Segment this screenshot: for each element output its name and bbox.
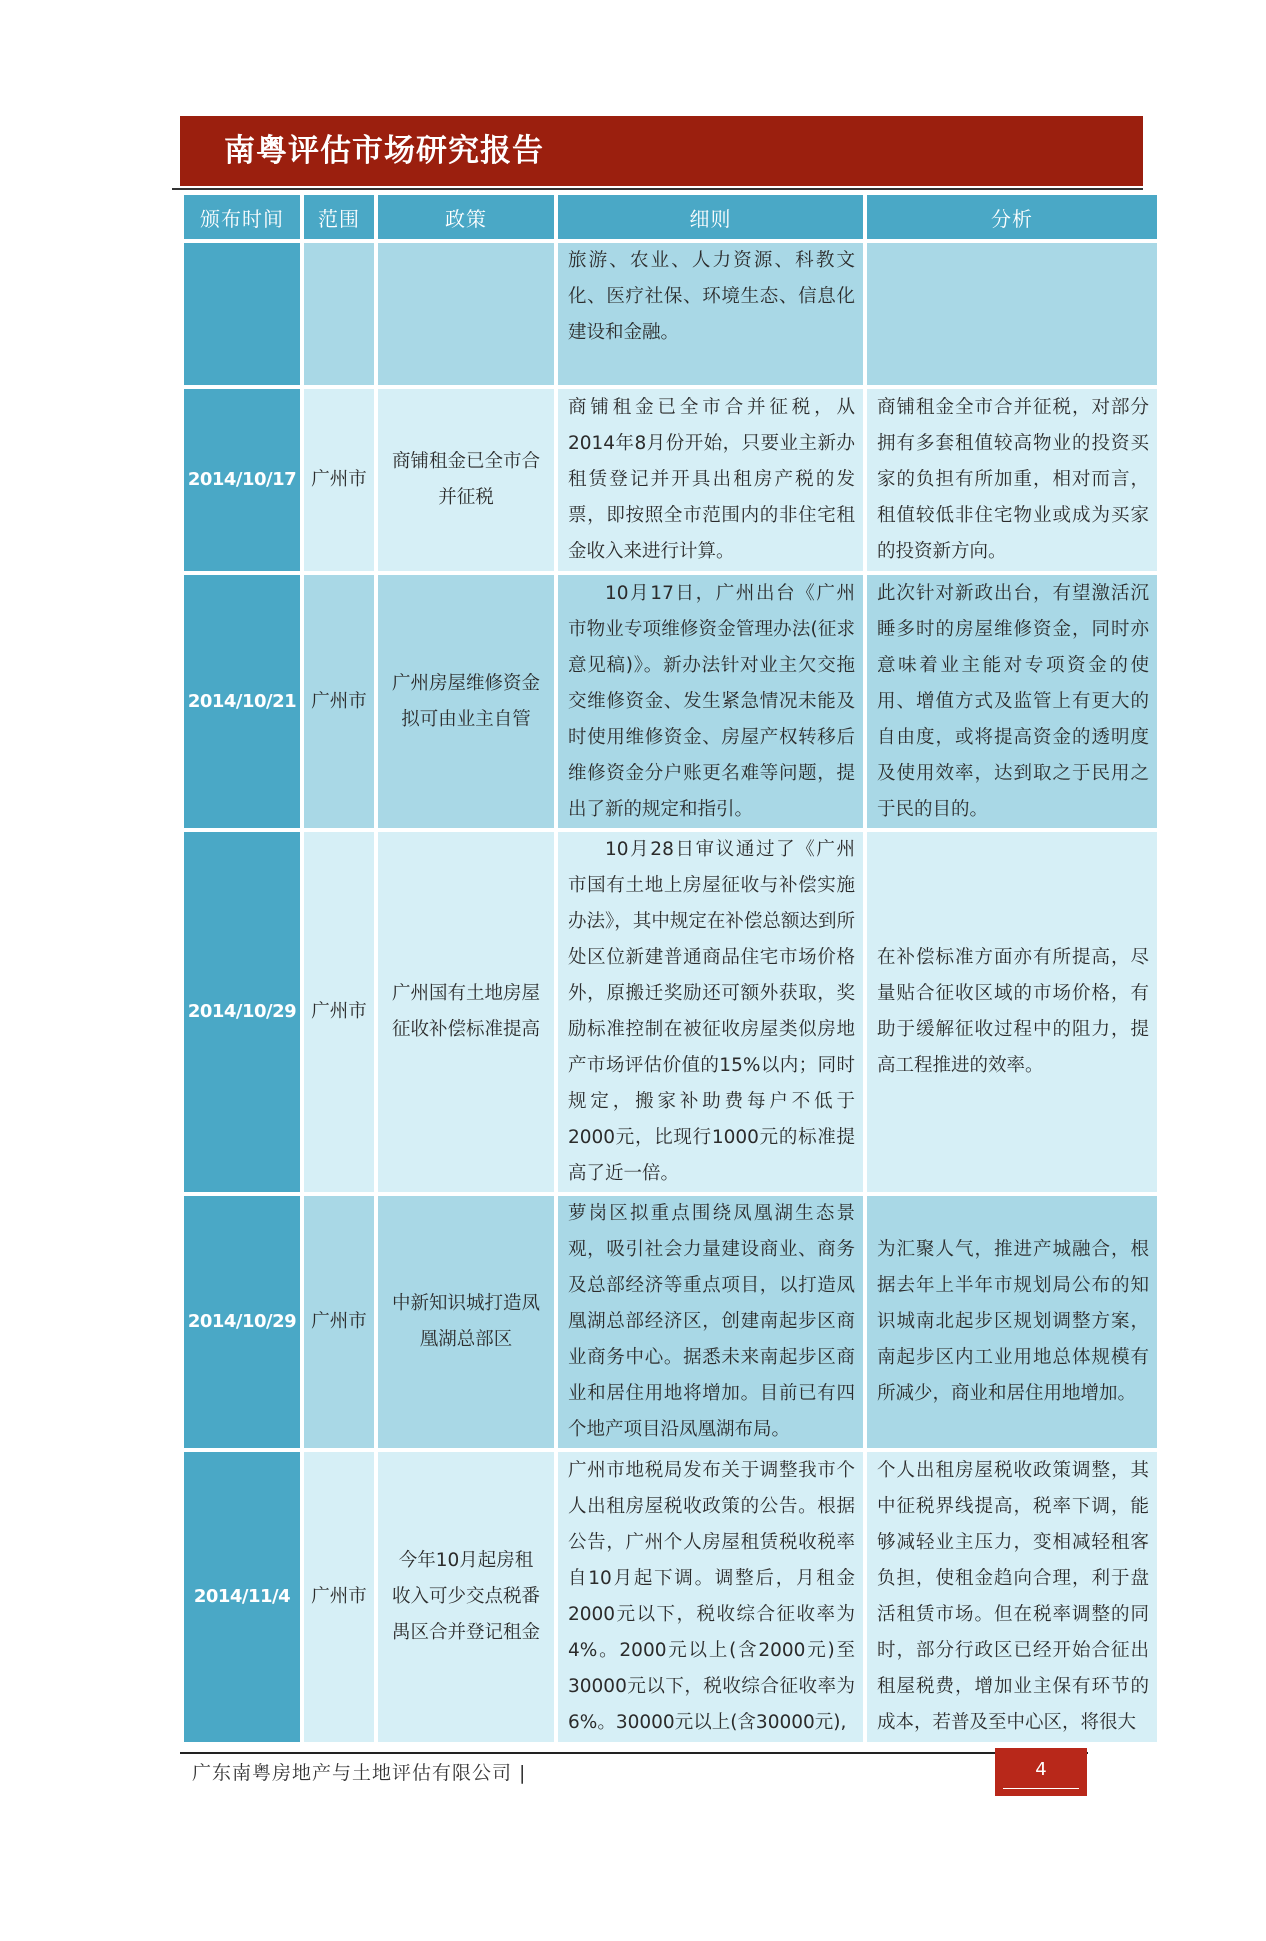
row-analysis: 商铺租金全市合并征税，对部分拥有多套租值较高物业的投资买家的负担有所加重，相对而言，租值较低非住宅物业或成为买家的投资新方向。 <box>867 389 1157 571</box>
row-policy: 中新知识城打造凤凰湖总部区 <box>378 1196 554 1448</box>
footer-divider <box>180 1752 1088 1754</box>
row-analysis <box>867 243 1157 385</box>
row-detail: 广州市地税局发布关于调整我市个人出租房屋税收政策的公告。根据公告，广州个人房屋租赁税收税率自10月起下调。调整后，月租金2000元以下，税收综合征收率为4%。2000元以上(含2000元)至30000元以下，税收综合征收率为6%。30000元以上(含30000元), <box>558 1452 863 1742</box>
row-detail: 商铺租金已全市合并征税，从2014年8月份开始，只要业主新办租赁登记并开具出租房产税的发票，即按照全市范围内的非住宅租金收入来进行计算。 <box>558 389 863 571</box>
row-scope <box>304 243 374 385</box>
row-policy: 商铺租金已全市合并征税 <box>378 389 554 571</box>
column-header-analysis: 分析 <box>867 195 1157 239</box>
report-title: 南粤评估市场研究报告 <box>224 133 544 169</box>
table-row <box>184 575 1157 828</box>
row-scope: 广州市 <box>304 389 374 571</box>
column-header-date: 颁布时间 <box>184 195 300 239</box>
row-detail: 萝岗区拟重点围绕凤凰湖生态景观，吸引社会力量建设商业、商务及总部经济等重点项目，以打造凤凰湖总部经济区，创建南起步区商业商务中心。据悉未来南起步区商业和居住用地将增加。目前已有四个地产项目沿凤凰湖布局。 <box>558 1196 863 1448</box>
row-detail: 旅游、农业、人力资源、科教文化、医疗社保、环境生态、信息化建设和金融。 <box>558 243 863 385</box>
row-date: 2014/11/4 <box>184 1452 300 1742</box>
row-policy: 广州国有土地房屋征收补偿标准提高 <box>378 832 554 1192</box>
column-header-scope: 范围 <box>304 195 374 239</box>
row-date: 2014/10/17 <box>184 389 300 571</box>
row-scope: 广州市 <box>304 575 374 828</box>
footer-company: 广东南粤房地产与土地评估有限公司 | <box>192 1762 527 1784</box>
row-analysis: 此次针对新政出台，有望激活沉睡多时的房屋维修资金，同时亦意味着业主能对专项资金的使用、增值方式及监管上有更大的自由度，或将提高资金的透明度及使用效率，达到取之于民用之于民的目的。 <box>867 575 1157 828</box>
table-row <box>184 1452 1157 1742</box>
row-date: 2014/10/29 <box>184 832 300 1192</box>
page-number-underline <box>1003 1788 1079 1789</box>
row-detail-text: 10月17日，广州出台《广州市物业专项维修资金管理办法(征求意见稿)》。新办法针对业主欠交拖交维修资金、发生紧急情况未能及时使用维修资金、房屋产权转移后维修资金分户账更名难等问题，提出了新的规定和指引。 <box>568 582 855 820</box>
page-number: 4 <box>1035 1759 1047 1780</box>
row-date <box>184 243 300 385</box>
table-row <box>184 243 1157 385</box>
row-date: 2014/10/29 <box>184 1196 300 1448</box>
row-detail <box>558 575 863 828</box>
table-row <box>184 832 1157 1192</box>
row-analysis: 为汇聚人气，推进产城融合，根据去年上半年市规划局公布的知识城南北起步区规划调整方案，南起步区内工业用地总体规模有所减少，商业和居住用地增加。 <box>867 1196 1157 1448</box>
page-number-box <box>995 1748 1087 1796</box>
policy-table <box>180 191 1161 1746</box>
table-row <box>184 1196 1157 1448</box>
row-detail-text: 10月28日审议通过了《广州市国有土地上房屋征收与补偿实施办法》，其中规定在补偿总额达到所处区位新建普通商品住宅市场价格外，原搬迁奖励还可额外获取，奖励标准控制在被征收房屋类似房地产市场评估价值的15%以内；同时规定，搬家补助费每户不低于2000元，比现行1000元的标准提高了近一倍。 <box>568 839 855 1184</box>
table-header-row <box>184 195 1157 239</box>
row-policy: 广州房屋维修资金拟可由业主自管 <box>378 575 554 828</box>
row-scope: 广州市 <box>304 832 374 1192</box>
row-scope: 广州市 <box>304 1452 374 1742</box>
header-divider <box>172 188 1143 190</box>
table-row <box>184 389 1157 571</box>
column-header-detail: 细则 <box>558 195 863 239</box>
row-detail <box>558 832 863 1192</box>
row-analysis: 在补偿标准方面亦有所提高，尽量贴合征收区域的市场价格，有助于缓解征收过程中的阻力，提高工程推进的效率。 <box>867 832 1157 1192</box>
row-policy <box>378 243 554 385</box>
row-policy: 今年10月起房租收入可少交点税番禺区合并登记租金 <box>378 1452 554 1742</box>
report-header-banner <box>180 116 1143 186</box>
row-date: 2014/10/21 <box>184 575 300 828</box>
row-analysis: 个人出租房屋税收政策调整，其中征税界线提高，税率下调，能够减轻业主压力，变相减轻租客负担，使租金趋向合理，利于盘活租赁市场。但在税率调整的同时，部分行政区已经开始合征出租屋税费，增加业主保有环节的成本，若普及至中心区，将很大 <box>867 1452 1157 1742</box>
row-scope: 广州市 <box>304 1196 374 1448</box>
column-header-policy: 政策 <box>378 195 554 239</box>
